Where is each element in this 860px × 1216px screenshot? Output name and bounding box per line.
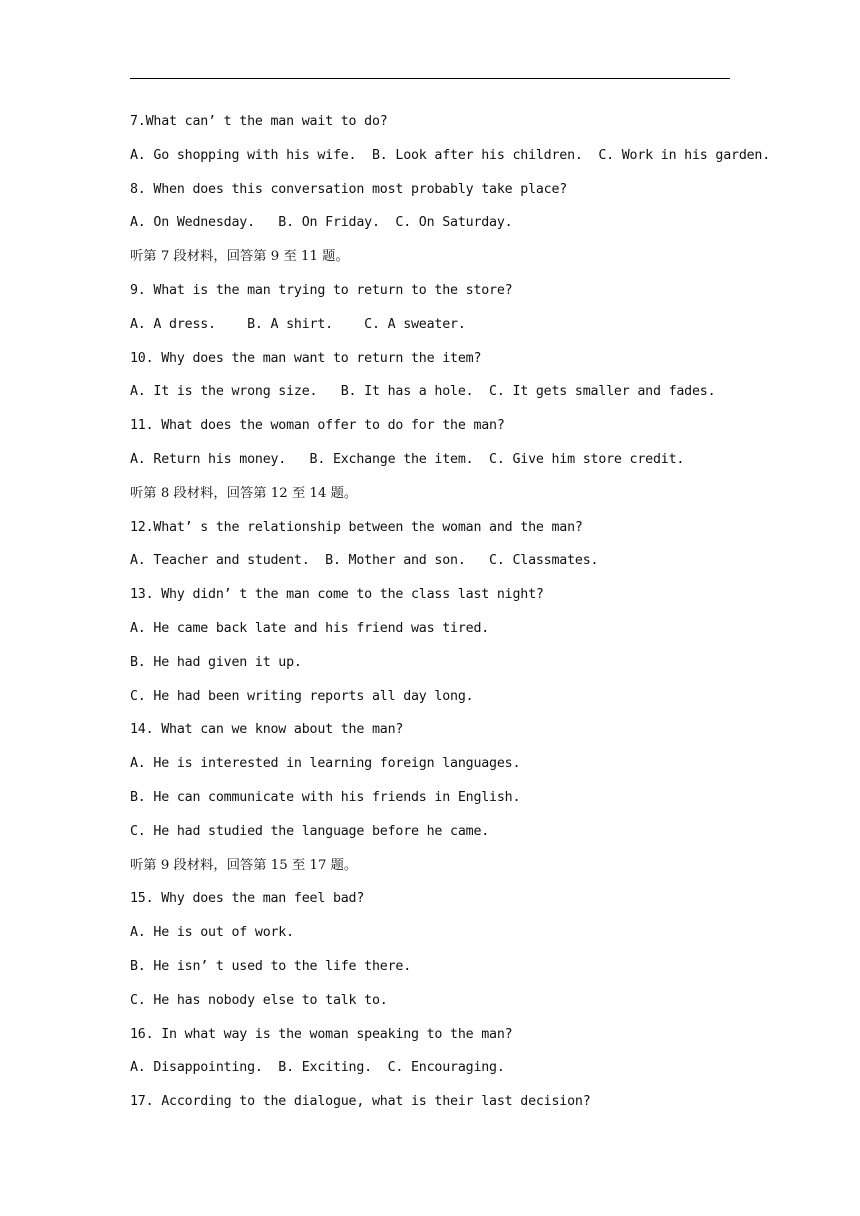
question-text: 8. When does this conversation most probably take place?	[130, 181, 568, 197]
header-rule	[130, 78, 730, 79]
answer-options: A. It is the wrong size. B. It has a hole. C. It gets smaller and fades.	[130, 384, 716, 400]
answer-options: A. Return his money. B. Exchange the item. C. Give him store credit.	[130, 451, 685, 467]
answer-option: A. He is interested in learning foreign languages.	[130, 756, 521, 772]
answer-option: A. He is out of work.	[130, 925, 294, 941]
section-instruction: 听第 8 段材料，回答第 12 至 14 题。	[130, 485, 358, 501]
question-text: 10. Why does the man want to return the item?	[130, 350, 482, 366]
section-instruction: 听第 9 段材料，回答第 15 至 17 题。	[130, 857, 358, 873]
question-text: 14. What can we know about the man?	[130, 722, 404, 738]
answer-options: A. A dress. B. A shirt. C. A sweater.	[130, 316, 466, 332]
answer-options: A. Disappointing. B. Exciting. C. Encouraging.	[130, 1060, 505, 1076]
question-text: 7.What can’ t the man wait to do?	[130, 114, 388, 129]
answer-option: B. He had given it up.	[130, 654, 302, 670]
section-instruction: 听第 7 段材料，回答第 9 至 11 题。	[130, 249, 349, 265]
answer-option: C. He has nobody else to talk to.	[130, 992, 388, 1008]
question-list	[130, 108, 770, 1122]
answer-option: A. He came back late and his friend was tired.	[130, 620, 490, 636]
answer-option: B. He can communicate with his friends in English.	[130, 789, 521, 805]
question-text: 13. Why didn’ t the man come to the class last night?	[130, 587, 544, 603]
question-text: 12.What’ s the relationship between the woman and the man?	[130, 519, 583, 535]
question-text: 17. According to the dialogue, what is their last decision?	[130, 1094, 591, 1110]
answer-options: A. On Wednesday. B. On Friday. C. On Saturday.	[130, 215, 513, 231]
answer-option: C. He had studied the language before he came.	[130, 823, 490, 839]
question-text: 16. In what way is the woman speaking to the man?	[130, 1026, 513, 1042]
answer-option: C. He had been writing reports all day long.	[130, 688, 474, 704]
answer-options: A. Go shopping with his wife. B. Look after his children. C. Work in his garden.	[130, 147, 771, 163]
question-text: 15. Why does the man feel bad?	[130, 891, 365, 907]
question-text: 11. What does the woman offer to do for the man?	[130, 418, 505, 434]
answer-option: B. He isn’ t used to the life there.	[130, 958, 411, 974]
answer-options: A. Teacher and student. B. Mother and son. C. Classmates.	[130, 553, 599, 569]
question-text: 9. What is the man trying to return to the store?	[130, 282, 513, 298]
